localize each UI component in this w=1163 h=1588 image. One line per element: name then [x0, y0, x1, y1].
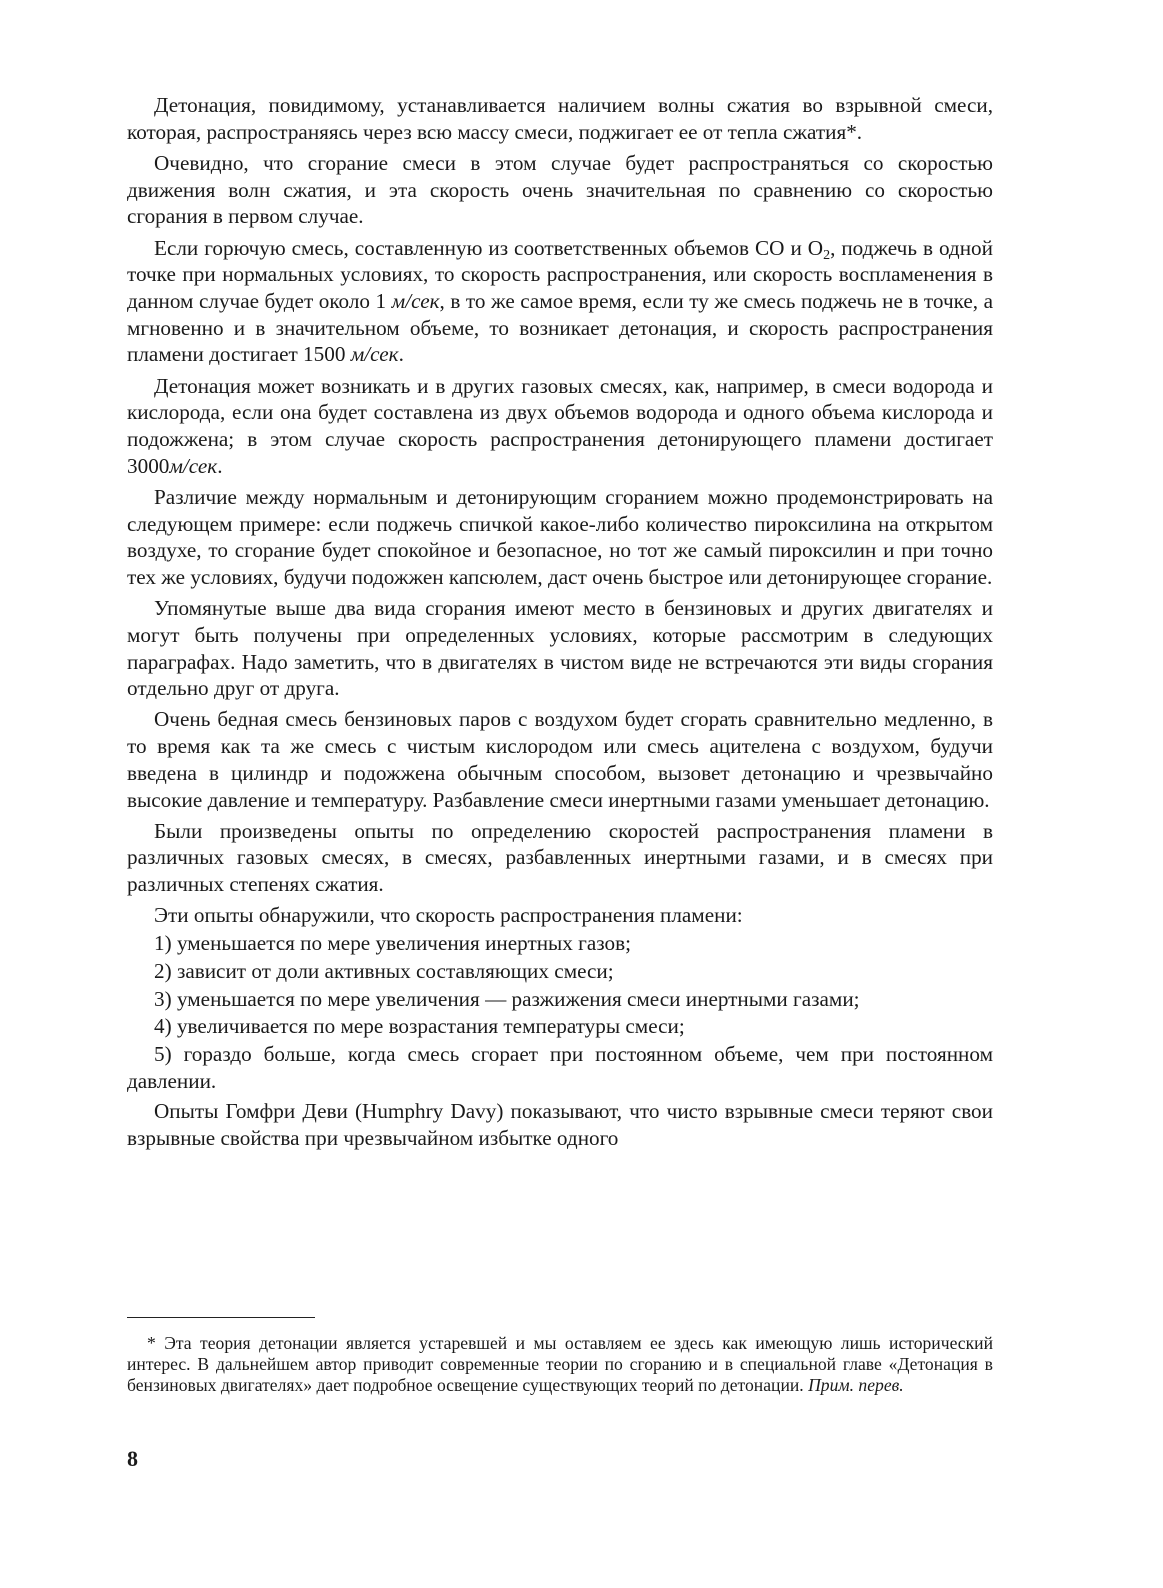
paragraph-3-part-a: Если горючую смесь, составленную из соответственных объемов CO и O — [154, 235, 824, 260]
paragraph-3-part-c: , в то же самое время, если ту же смесь поджечь не в точке, а мгновенно и в значительном объеме, то возникает детонация, и скорость распространения пламени достигает 1500 — [127, 288, 993, 367]
footnote-text: * Эта теория детонации является устаревшей и мы оставляем ее здесь как имеющую лишь исторический интерес. В дальнейшем автор приводит современные теории по сгоранию и в специальной главе «Детонация в бензиновых двигателях» дает подробное освещение существующих теорий по детонации. — [127, 1333, 993, 1395]
paragraph-5: Различие между нормальным и детонирующим сгоранием можно продемонстрировать на следующем примере: если поджечь спичкой какое-либо количество пироксилина на открытом воздухе, то сгорание будет спокойное и безопасное, но тот же самый пироксилин и при точно тех же условиях, будучи подожжен капсюлем, даст очень быстрое или детонирующее сгорание. — [127, 484, 993, 589]
paragraph-3 — [127, 235, 993, 369]
oxygen-subscript: 2 — [823, 247, 831, 263]
footnote — [127, 1333, 993, 1395]
list-item-2: 2) зависит от доли активных составляющих смеси; — [154, 958, 614, 983]
paragraph-3-part-d: . — [398, 342, 404, 367]
paragraph-4-part-a: Детонация может возникать и в других газовых смесях, как, например, в смеси водорода и кислорода, если она будет составлена из двух объемов водорода и одного объема кислорода и подожжена; в этом случае скорость распространения детонирующего пламени достигает 3000 — [127, 373, 993, 478]
list-item-3: 3) уменьшается по мере увеличения — разжижения смеси инертными газами; — [154, 986, 860, 1011]
translator-note: Прим. перев. — [808, 1374, 904, 1395]
paragraph-9: Эти опыты обнаружили, что скорость распространения пламени: — [154, 903, 743, 928]
list-item-5: 5) гораздо больше, когда смесь сгорает при постоянном объеме, чем при постоянном давлении. — [127, 1041, 993, 1093]
paragraph-4-part-b: . — [217, 453, 223, 478]
page-number: 8 — [127, 1446, 138, 1471]
paragraph-2: Очевидно, что сгорание смеси в этом случае будет распространяться со скоростью движения волн сжатия, и эта скорость очень значительная по сравнению со скоростью сгорания в первом случае. — [127, 150, 993, 229]
list-item-4: 4) увеличивается по мере возрастания температуры смеси; — [154, 1014, 685, 1039]
footnote-divider — [127, 1317, 315, 1318]
paragraph-7: Очень бедная смесь бензиновых паров с воздухом будет сгорать сравнительно медленно, в то время как та же смесь с чистым кислородом или смесь ацителена с воздухом, будучи введена в цилиндр и подожжена обычным способом, вызовет детонацию и чрезвычайно высокие давление и температуру. Разбавление смеси инертными газами уменьшает детонацию. — [127, 707, 993, 812]
main-text — [127, 92, 993, 1156]
paragraph-8: Были произведены опыты по определению скоростей распространения пламени в различных газовых смесях, в смесях, разбавленных инертными газами, и в смесях при различных степенях сжатия. — [127, 818, 993, 897]
paragraph-3-part-b: , поджечь в одной точке при нормальных условиях, то скорость распространения, или скорость воспламенения в данном случае будет около 1 — [127, 235, 993, 313]
unit-speed-3: м/сек — [169, 453, 218, 478]
paragraph-4 — [127, 373, 993, 480]
unit-speed-1: м/сек — [391, 288, 440, 313]
paragraph-1: Детонация, повидимому, устанавливается наличием волны сжатия во взрывной смеси, которая, распространяясь через всю массу смеси, поджигает ее от тепла сжатия*. — [127, 93, 993, 144]
unit-speed-2: м/сек — [350, 342, 399, 367]
list-item-1: 1) уменьшается по мере увеличения инертных газов; — [154, 931, 632, 956]
paragraph-10: Опыты Гомфри Деви (Humphry Davy) показывают, что чисто взрывные смеси теряют свои взрывные свойства при чрезвычайном избытке одного — [127, 1099, 993, 1151]
paragraph-6: Упомянутые выше два вида сгорания имеют место в бензиновых и других двигателях и могут быть получены при определенных условиях, которые рассмотрим в следующих параграфах. Надо заметить, что в двигателях в чистом виде не встречаются эти виды сгорания отдельно друг от друга. — [127, 596, 993, 701]
